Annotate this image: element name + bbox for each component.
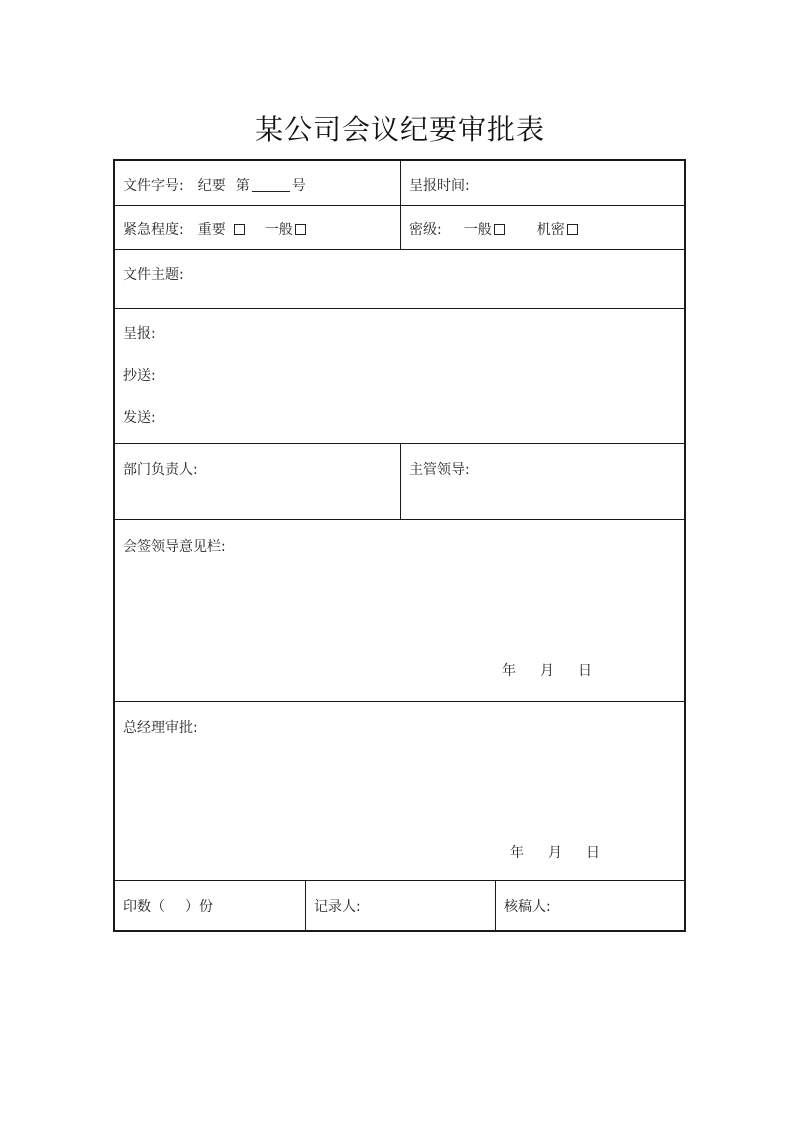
dept-head-label: 部门负责人: (123, 462, 198, 478)
send-label: 发送: (123, 410, 156, 426)
secrecy-normal-checkbox[interactable] (494, 224, 505, 235)
urgency-line (123, 219, 306, 239)
approval-form (113, 159, 686, 932)
doc-number-label: 文件字号: (123, 178, 184, 194)
urgency-cell (115, 206, 401, 249)
urgency-important-label: 重要 (197, 222, 226, 238)
doc-number-prefix: 纪要 (197, 178, 226, 194)
gm-approval-year: 年 (510, 845, 524, 861)
leader-cell[interactable] (401, 444, 686, 519)
doc-number-di: 第 (235, 178, 250, 194)
submit-to-label: 呈报: (123, 326, 156, 342)
doc-number-line (123, 175, 306, 195)
secrecy-normal-label: 一般 (463, 222, 492, 238)
countersign-month: 月 (540, 663, 554, 679)
secrecy-line (409, 219, 578, 239)
page-title: 某公司会议纪要审批表 (254, 113, 545, 146)
row-urgency (115, 206, 684, 250)
countersign-day: 日 (578, 663, 592, 679)
gm-approval-date (510, 842, 600, 862)
copies-line (123, 896, 213, 916)
row-responsible (115, 444, 684, 520)
recorder-label: 记录人: (314, 899, 361, 915)
gm-approval-month: 月 (548, 845, 562, 861)
copies-cell[interactable] (115, 881, 306, 930)
urgency-normal-checkbox[interactable] (295, 224, 306, 235)
recorder-cell[interactable] (306, 881, 496, 930)
cc-label: 抄送: (123, 368, 156, 384)
urgency-label: 紧急程度: (123, 222, 184, 238)
secrecy-cell (401, 206, 686, 249)
row-distribution[interactable] (115, 309, 684, 444)
countersign-year: 年 (502, 663, 516, 679)
submit-time-label: 呈报时间: (409, 178, 470, 194)
countersign-label: 会签领导意见栏: (123, 539, 226, 555)
doc-number-hao: 号 (291, 178, 306, 194)
leader-label: 主管领导: (409, 462, 470, 478)
subject-label: 文件主题: (123, 267, 184, 283)
urgency-normal-label: 一般 (264, 222, 293, 238)
row-footer (115, 881, 684, 930)
copies-prefix: 印数（ (123, 899, 165, 915)
secrecy-confidential-checkbox[interactable] (567, 224, 578, 235)
reviewer-label: 核稿人: (504, 899, 551, 915)
submit-time-cell[interactable] (401, 161, 686, 205)
copies-suffix: ）份 (185, 899, 213, 915)
countersign-date (502, 660, 592, 680)
urgency-important-checkbox[interactable] (234, 224, 245, 235)
secrecy-confidential-label: 机密 (536, 222, 565, 238)
row-doc-number (115, 161, 684, 206)
reviewer-cell[interactable] (496, 881, 686, 930)
gm-approval-label: 总经理审批: (123, 720, 198, 736)
gm-approval-day: 日 (586, 845, 600, 861)
row-gm-approval[interactable] (115, 702, 684, 881)
row-subject[interactable] (115, 250, 684, 309)
dept-head-cell[interactable] (115, 444, 401, 519)
doc-number-cell[interactable] (115, 161, 401, 205)
row-countersign[interactable] (115, 520, 684, 702)
doc-number-blank[interactable] (252, 178, 290, 192)
secrecy-label: 密级: (409, 222, 442, 238)
